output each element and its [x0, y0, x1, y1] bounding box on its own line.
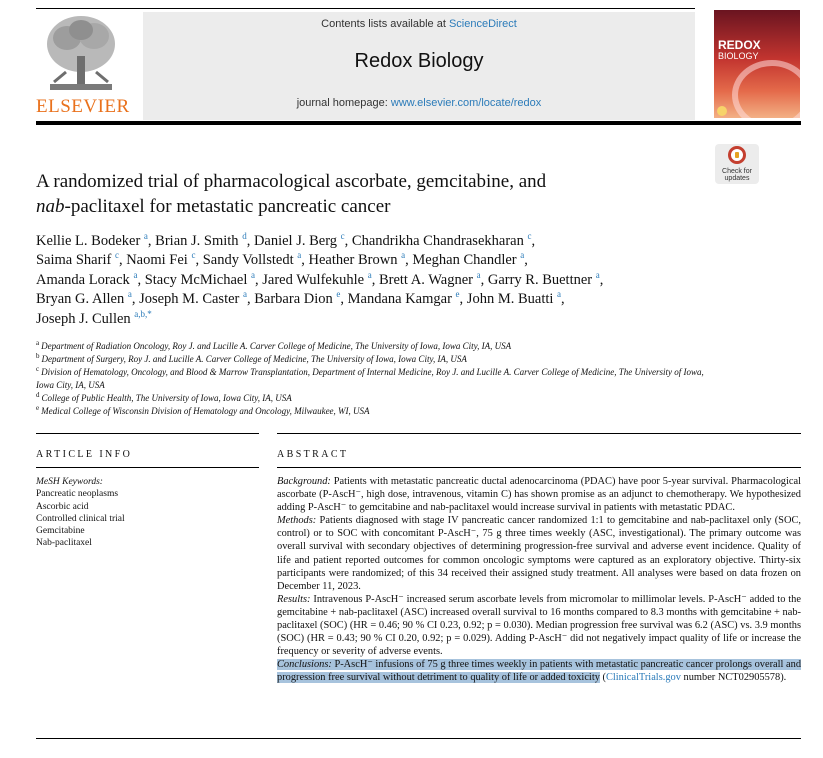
conclusions-text: P-AscH⁻ infusions of 75 g three times weekly in patients with metastatic pancreatic cancer prolongs overall and progression free survival without detriment to quality of life or added toxicity: [277, 659, 802, 684]
affiliation-item: [36, 340, 706, 353]
affiliation-item: [36, 353, 706, 366]
affiliation-ref[interactable]: a: [595, 269, 600, 280]
author-name: Barbara Dion: [254, 291, 333, 308]
cover-title-sub: BIOLOGY: [718, 51, 759, 61]
cover-title-main: REDOX: [718, 38, 761, 52]
affiliation-ref[interactable]: a: [143, 231, 148, 242]
affiliation-ref[interactable]: a: [127, 289, 132, 300]
abstract-methods: [277, 514, 801, 593]
affiliation-label: a: [36, 339, 40, 347]
author-name: Amanda Lorack: [36, 271, 130, 288]
author-name: Jared Wulfekuhle: [262, 271, 365, 288]
author[interactable]: [254, 291, 340, 307]
author-name: Kellie L. Bodeker: [36, 233, 141, 249]
background-text: Patients with metastatic pancreatic ductal adenocarcinoma (PDAC) have poor 5-year survival. Pharmacological ascorbate (P-AscH⁻, high dose, intravenous, vitamin C) has shown promise as an adjunct to chemotherapy. We hypothesized adding P-AscH⁻ to gemcitabine and nab-paclitaxel would increase survival in patients with metastatic PDAC.: [277, 476, 801, 514]
affiliation-ref[interactable]: a: [243, 289, 247, 300]
homepage-line: [143, 97, 695, 109]
results-label: Results:: [277, 593, 311, 605]
results-text: Intravenous P-AscH⁻ increased serum ascorbate levels from micromolar to millimolar levels. P-AscH⁻ added to the gemcitabine + nab-paclitaxel (ASC) increased overall survival to 16 months compared to 8.3 months with gemcitabine + nab-paclitaxel (SOC) (HR = 0.46; 90 % CI 0.23, 0.92; p = 0.030). Median progression free survival was 6.2 (ASC) vs. 3.9 months (SOC) (HR = 0.43; 90 % CI 0.20, 0.92; p = 0.029). Adding P-AscH⁻ did not negatively impact quality of life or increase the frequency or severity of adverse events.: [277, 593, 801, 658]
keywords-block: [36, 476, 256, 550]
affiliation-ref[interactable]: a: [367, 269, 372, 280]
author[interactable]: [487, 269, 600, 288]
author[interactable]: [36, 269, 138, 288]
affiliation-ref[interactable]: c: [340, 231, 345, 242]
author[interactable]: [144, 269, 255, 288]
affiliation-text: College of Public Health, The University of Iowa, Iowa City, IA, USA: [41, 393, 292, 403]
author-name: Brett A. Wagner: [378, 271, 473, 288]
affiliation-ref[interactable]: c: [114, 250, 119, 261]
affiliation-ref[interactable]: a: [401, 250, 406, 261]
title-line-2: [36, 194, 676, 219]
homepage-prefix: journal homepage:: [296, 97, 391, 109]
affiliation-ref[interactable]: a: [251, 269, 255, 280]
affiliation-ref[interactable]: a: [476, 269, 481, 280]
author-name: Chandrikha Chandrasekharan: [351, 233, 524, 249]
check-updates-label-1: Check for: [722, 168, 752, 175]
abstract-background: [277, 475, 801, 514]
affiliation-ref[interactable]: a: [520, 250, 525, 261]
affiliation-item: [36, 405, 706, 418]
keyword[interactable]: Gemcitabine: [36, 526, 85, 537]
title-line-1: A randomized trial of pharmacological ascorbate, gemcitabine, and: [36, 171, 547, 192]
author-list: Kellie L. Bodeker $^a$, Brian J. Smith $^d$, Daniel J. Berg $^c$, Chandrikha Chandrasekharan $^c$, Saima Sharif $^c$, Naomi Fei $^c$, Sandy Vollstedt $^a$, Heather Brown $^a$, Meghan Chandler $^a$, Amanda Lorack $^a$, Stacy McMichael $^a$, Jared Wulfekuhle $^a$, Brett A. Wagner $^a$, Garry R. Buettner $^a$, Bryan G. Allen $^a$, Joseph M. Caster $^a$, Barbara Dion $^e$, Mandana Kamgar $^e$, John M. Buatti $^a$, Joseph J. Cullen $^{a,b,*}$: [36, 231, 604, 327]
affiliation-ref[interactable]: e: [336, 289, 341, 300]
title-italic: nab: [36, 196, 65, 217]
author[interactable]: [36, 252, 119, 268]
author-name: Brian J. Smith: [155, 233, 239, 249]
article-title: [36, 169, 676, 219]
cover-swirl: [732, 60, 800, 118]
affiliation-text: Department of Radiation Oncology, Roy J. and Lucille A. Carver College of Medicine, The University of Iowa, Iowa City, IA, USA: [41, 341, 512, 351]
top-rule: [36, 8, 695, 9]
title-rest: -paclitaxel for metastatic pancreatic cancer: [64, 196, 391, 217]
affiliation-text: Medical College of Wisconsin Division of Hematology and Oncology, Milwaukee, WI, USA: [41, 406, 370, 416]
elsevier-logo[interactable]: [36, 12, 128, 120]
author-name: John M. Buatti: [466, 291, 554, 308]
publisher-name: ELSEVIER: [36, 96, 130, 117]
sciencedirect-link[interactable]: ScienceDirect: [448, 18, 517, 30]
author-name: Joseph J. Cullen: [36, 310, 131, 327]
author[interactable]: [352, 233, 532, 249]
abstract-heading: ABSTRACT: [277, 449, 349, 460]
abstract-top-rule: [277, 433, 801, 434]
keyword[interactable]: Ascorbic acid: [36, 501, 89, 512]
clinicaltrials-link[interactable]: ClinicalTrials.gov: [605, 672, 681, 684]
cover-badge-icon: [717, 106, 727, 116]
abstract-body: [277, 475, 801, 685]
author-name: Garry R. Buettner: [487, 271, 593, 288]
keywords-heading: MeSH Keywords:: [36, 477, 103, 487]
journal-masthead: [143, 12, 695, 120]
affiliation-ref[interactable]: c: [191, 250, 196, 261]
methods-label: Methods:: [277, 515, 317, 527]
affiliation-ref[interactable]: a,b,*: [134, 308, 152, 319]
author[interactable]: [36, 291, 132, 307]
author-name: Heather Brown: [308, 252, 398, 269]
author[interactable]: [203, 252, 302, 268]
author[interactable]: [139, 291, 247, 307]
article-info-top-rule: [36, 433, 259, 434]
author[interactable]: [412, 252, 524, 268]
author[interactable]: [36, 233, 148, 249]
affiliation-label: e: [36, 404, 40, 412]
author-name: Sandy Vollstedt: [202, 252, 294, 269]
affiliation-label: d: [36, 391, 40, 399]
author-name: Saima Sharif: [36, 252, 112, 269]
affiliation-text: Department of Surgery, Roy J. and Lucille A. Carver College of Medicine, The University of Iowa, Iowa City, IA, USA: [41, 354, 467, 364]
affiliation-ref[interactable]: a: [557, 289, 562, 300]
cover-title: [718, 40, 761, 62]
abstract-conclusions: [277, 658, 801, 684]
check-updates-label-2: updates: [724, 175, 750, 182]
author[interactable]: [155, 233, 247, 249]
affiliation-ref[interactable]: a: [133, 269, 138, 280]
contents-prefix: Contents lists available at: [321, 18, 449, 30]
author-name: Daniel J. Berg: [253, 233, 338, 249]
abstract-results: [277, 593, 801, 658]
affiliation-ref[interactable]: a: [297, 250, 302, 261]
article-info-sub-rule: [36, 467, 259, 468]
methods-text: Patients diagnosed with stage IV pancreatic cancer randomized 1:1 to gemcitabine and nab-paclitaxel only (SOC, control) or to SOC with concomitant P-AscH⁻, 75 g three times weekly (ASC, investigational). The primary outcome was overall survival with secondary objectives of determining progression-free survival and adverse event incidence. Quality of life and patient reported outcomes for common oncologic symptoms were captured as an exploratory objective. Thirty-six participants were randomized; of this 34 received their assigned study treatment. All analyses were based on data frozen on December 11, 2023.: [277, 515, 801, 592]
affiliation-ref[interactable]: d: [242, 231, 247, 242]
author-name: Bryan G. Allen: [36, 291, 125, 308]
journal-name[interactable]: Redox Biology: [354, 50, 484, 72]
bookmark-icon: [728, 146, 746, 164]
conclusions-link-open: (: [599, 672, 606, 684]
abstract-sub-rule: [277, 467, 801, 468]
author-name: Stacy McMichael: [144, 271, 248, 288]
check-for-updates-button[interactable]: [715, 144, 759, 184]
article-info-heading: ARTICLE INFO: [36, 449, 133, 460]
keyword[interactable]: Pancreatic neoplasms: [36, 489, 119, 500]
author[interactable]: [308, 252, 405, 268]
author[interactable]: [36, 308, 152, 327]
affiliation-item: [36, 366, 706, 392]
author[interactable]: [467, 291, 561, 307]
affiliation-label: b: [36, 352, 40, 360]
contents-line: [143, 18, 695, 30]
conclusions-tail: number NCT02905578).: [680, 672, 787, 684]
author[interactable]: [348, 291, 460, 307]
author[interactable]: [262, 269, 372, 288]
author[interactable]: [378, 269, 481, 288]
elsevier-tree-icon: [42, 12, 120, 94]
journal-homepage-link[interactable]: www.elsevier.com/locate/redox: [390, 97, 542, 109]
affiliations-list: [36, 340, 706, 418]
affiliation-text: Division of Hematology, Oncology, and Blood & Marrow Transplantation, Department of Internal Medicine, Roy J. and Lucille A. Carver College of Medicine, The University of Iowa, Iowa City, IA, USA: [36, 367, 704, 390]
affiliation-ref[interactable]: c: [527, 231, 532, 242]
bottom-rule: [36, 738, 801, 739]
affiliation-label: c: [36, 365, 40, 373]
keyword[interactable]: Controlled clinical trial: [36, 513, 125, 524]
check-updates-label: [715, 168, 759, 182]
journal-cover-image[interactable]: [714, 10, 800, 118]
header-thick-rule: [36, 121, 801, 125]
affiliation-item: [36, 392, 706, 405]
conclusions-label: Conclusions:: [277, 659, 332, 671]
author[interactable]: [126, 252, 195, 268]
background-label: Background:: [277, 476, 331, 487]
keyword[interactable]: Nab-paclitaxel: [36, 538, 92, 549]
affiliation-ref[interactable]: e: [455, 289, 460, 300]
author-name: Joseph M. Caster: [139, 291, 240, 308]
author-name: Meghan Chandler: [412, 252, 517, 269]
author[interactable]: [254, 233, 345, 249]
author-name: Mandana Kamgar: [347, 291, 452, 308]
author-name: Naomi Fei: [126, 252, 188, 269]
